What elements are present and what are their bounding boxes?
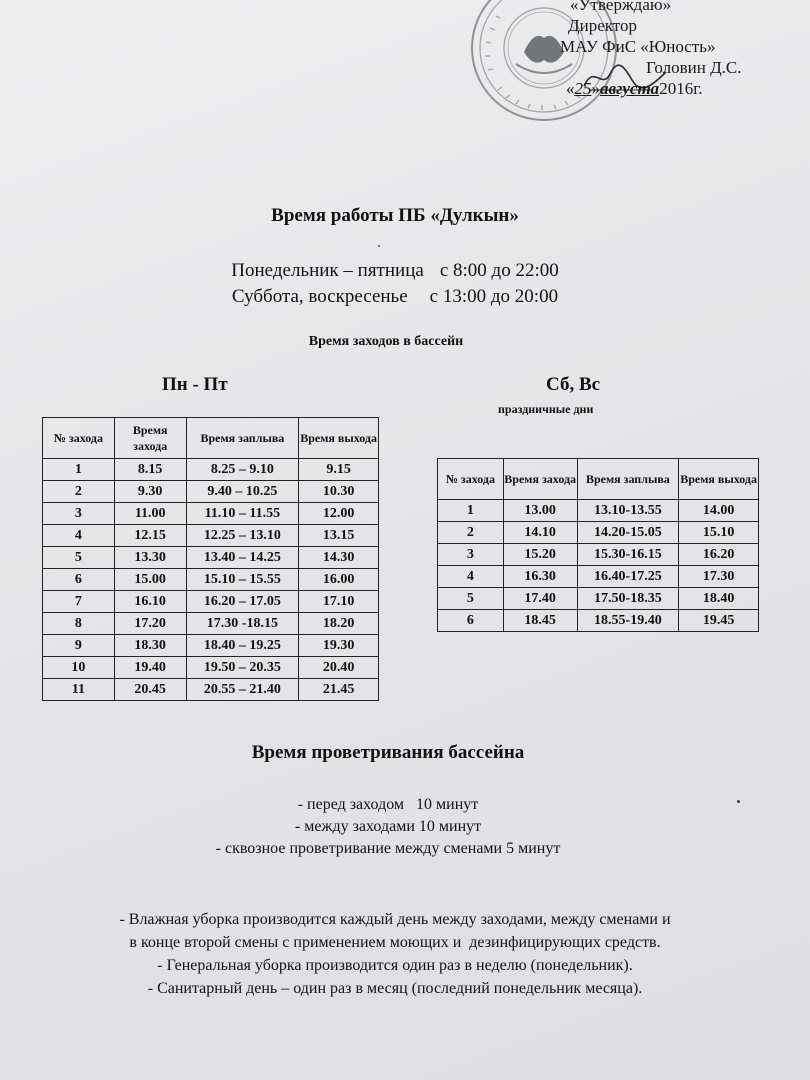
cell-swim-time: 11.10 – 11.55 <box>186 503 299 525</box>
cell-exit-time: 14.00 <box>679 500 759 522</box>
table-row <box>43 569 379 591</box>
cell-swim-time: 18.40 – 19.25 <box>186 635 299 657</box>
table-row <box>438 522 759 544</box>
header-entry-time: Время захода <box>114 418 186 459</box>
cell-entry-time: 18.45 <box>503 610 577 632</box>
weekday-hours-row <box>0 258 790 284</box>
cell-swim-time: 12.25 – 13.10 <box>186 525 299 547</box>
cell-entry-time: 8.15 <box>114 459 186 481</box>
cell-swim-time: 16.40-17.25 <box>577 566 679 588</box>
cell-exit-time: 16.20 <box>679 544 759 566</box>
cell-swim-time: 18.55-19.40 <box>577 610 679 632</box>
cell-session-number: 4 <box>438 566 504 588</box>
table-row <box>438 544 759 566</box>
table-header-row <box>438 459 759 500</box>
stray-mark <box>737 800 740 803</box>
table-row <box>43 525 379 547</box>
cell-entry-time: 16.10 <box>114 591 186 613</box>
approval-date-year: 2016г. <box>659 79 703 98</box>
cell-entry-time: 11.00 <box>114 503 186 525</box>
header-exit-time: Время выхода <box>299 418 379 459</box>
header-session-number: № захода <box>43 418 115 459</box>
cell-entry-time: 13.00 <box>503 500 577 522</box>
opening-hours <box>0 258 790 310</box>
cell-session-number: 11 <box>43 679 115 701</box>
table-row <box>43 481 379 503</box>
table-row <box>43 635 379 657</box>
cleaning-notes <box>0 908 790 1000</box>
weekend-heading: Сб, Вс <box>546 374 601 395</box>
weekend-subheading: праздничные дни <box>498 402 594 416</box>
table-row <box>43 613 379 635</box>
cell-exit-time: 12.00 <box>299 503 379 525</box>
cell-entry-time: 18.30 <box>114 635 186 657</box>
table-row <box>438 566 759 588</box>
approval-position: Директор <box>568 16 637 35</box>
cell-swim-time: 13.40 – 14.25 <box>186 547 299 569</box>
page-title: Время работы ПБ «Дулкын» <box>271 205 519 226</box>
table-row <box>438 500 759 522</box>
cell-entry-time: 17.20 <box>114 613 186 635</box>
note-line: - Санитарный день – один раз в месяц (последний понедельник месяца). <box>147 980 643 997</box>
cell-entry-time: 15.00 <box>114 569 186 591</box>
cell-session-number: 7 <box>43 591 115 613</box>
approval-date-open: « <box>566 79 575 98</box>
cell-entry-time: 15.20 <box>503 544 577 566</box>
ventilation-heading: Время проветривания бассейна <box>251 742 525 763</box>
cell-entry-time: 14.10 <box>503 522 577 544</box>
cell-session-number: 1 <box>438 500 504 522</box>
ventilation-list <box>0 794 776 860</box>
cell-swim-time: 13.10-13.55 <box>577 500 679 522</box>
cell-exit-time: 19.45 <box>679 610 759 632</box>
cell-exit-time: 17.30 <box>679 566 759 588</box>
header-session-number: № захода <box>438 459 504 500</box>
table-row <box>43 459 379 481</box>
ventilation-item: - перед заходом 10 минут <box>297 796 479 813</box>
table-row <box>438 610 759 632</box>
approval-signatory: Головин Д.С. <box>646 58 742 77</box>
ventilation-item: - сквозное проветривание между сменами 5 минут <box>215 840 561 857</box>
approval-line: «Утверждаю» <box>570 0 672 14</box>
cell-session-number: 2 <box>438 522 504 544</box>
cell-session-number: 1 <box>43 459 115 481</box>
approval-date-mid: » <box>591 79 600 98</box>
approval-organization: МАУ ФиС «Юность» <box>560 37 716 56</box>
cell-exit-time: 15.10 <box>679 522 759 544</box>
weekday-heading: Пн - Пт <box>162 374 228 395</box>
cell-exit-time: 10.30 <box>299 481 379 503</box>
table-row <box>43 657 379 679</box>
ventilation-item: - между заходами 10 минут <box>294 818 482 835</box>
cell-swim-time: 17.30 -18.15 <box>186 613 299 635</box>
cell-swim-time: 8.25 – 9.10 <box>186 459 299 481</box>
weekend-schedule-table <box>437 458 759 632</box>
table-row <box>43 591 379 613</box>
session-times-heading: Время заходов в бассейн <box>308 334 464 349</box>
cell-session-number: 4 <box>43 525 115 547</box>
weekday-hours-label: Понедельник – пятница <box>231 260 424 281</box>
cell-entry-time: 16.30 <box>503 566 577 588</box>
cell-entry-time: 12.15 <box>114 525 186 547</box>
cell-session-number: 5 <box>43 547 115 569</box>
cell-session-number: 2 <box>43 481 115 503</box>
cell-session-number: 10 <box>43 657 115 679</box>
cell-swim-time: 16.20 – 17.05 <box>186 591 299 613</box>
header-entry-time: Время захода <box>503 459 577 500</box>
cell-swim-time: 15.30-16.15 <box>577 544 679 566</box>
approval-block <box>560 0 810 99</box>
cell-entry-time: 9.30 <box>114 481 186 503</box>
table-row <box>43 679 379 701</box>
cell-exit-time: 9.15 <box>299 459 379 481</box>
cell-exit-time: 18.40 <box>679 588 759 610</box>
weekend-hours-label: Суббота, воскресенье <box>231 286 408 307</box>
cell-session-number: 3 <box>43 503 115 525</box>
cell-swim-time: 15.10 – 15.55 <box>186 569 299 591</box>
cell-session-number: 8 <box>43 613 115 635</box>
cell-entry-time: 13.30 <box>114 547 186 569</box>
header-swim-time: Время заплыва <box>577 459 679 500</box>
weekday-schedule-table <box>42 417 379 701</box>
cell-exit-time: 17.10 <box>299 591 379 613</box>
cell-swim-time: 9.40 – 10.25 <box>186 481 299 503</box>
cell-session-number: 6 <box>438 610 504 632</box>
note-line: - Влажная уборка производится каждый день между заходами, между сменами и <box>119 911 671 928</box>
cell-session-number: 5 <box>438 588 504 610</box>
table-row <box>438 588 759 610</box>
cell-exit-time: 14.30 <box>299 547 379 569</box>
approval-date <box>560 78 810 99</box>
cell-exit-time: 19.30 <box>299 635 379 657</box>
weekday-hours-time: с 8:00 до 22:00 <box>439 260 559 281</box>
cell-entry-time: 17.40 <box>503 588 577 610</box>
header-swim-time: Время заплыва <box>186 418 299 459</box>
cell-exit-time: 13.15 <box>299 525 379 547</box>
cell-swim-time: 19.50 – 20.35 <box>186 657 299 679</box>
approval-date-day: 25 <box>574 79 592 98</box>
cell-swim-time: 14.20-15.05 <box>577 522 679 544</box>
note-line: - Генеральная уборка производится один раз в неделю (понедельник). <box>157 957 633 974</box>
header-exit-time: Время выхода <box>679 459 759 500</box>
cell-session-number: 9 <box>43 635 115 657</box>
cell-swim-time: 17.50-18.35 <box>577 588 679 610</box>
weekend-hours-row <box>0 284 790 310</box>
weekend-hours-time: с 13:00 до 20:00 <box>429 286 559 307</box>
cell-exit-time: 20.40 <box>299 657 379 679</box>
table-row <box>43 503 379 525</box>
cell-entry-time: 19.40 <box>114 657 186 679</box>
cell-exit-time: 18.20 <box>299 613 379 635</box>
cell-session-number: 3 <box>438 544 504 566</box>
stray-mark <box>378 245 380 247</box>
cell-exit-time: 21.45 <box>299 679 379 701</box>
cell-swim-time: 20.55 – 21.40 <box>186 679 299 701</box>
table-header-row <box>43 418 379 459</box>
cell-entry-time: 20.45 <box>114 679 186 701</box>
note-line: в конце второй смены с применением моющих и дезинфицирующих средств. <box>129 934 661 951</box>
approval-date-month: августа <box>600 79 660 98</box>
cell-exit-time: 16.00 <box>299 569 379 591</box>
table-row <box>43 547 379 569</box>
cell-session-number: 6 <box>43 569 115 591</box>
